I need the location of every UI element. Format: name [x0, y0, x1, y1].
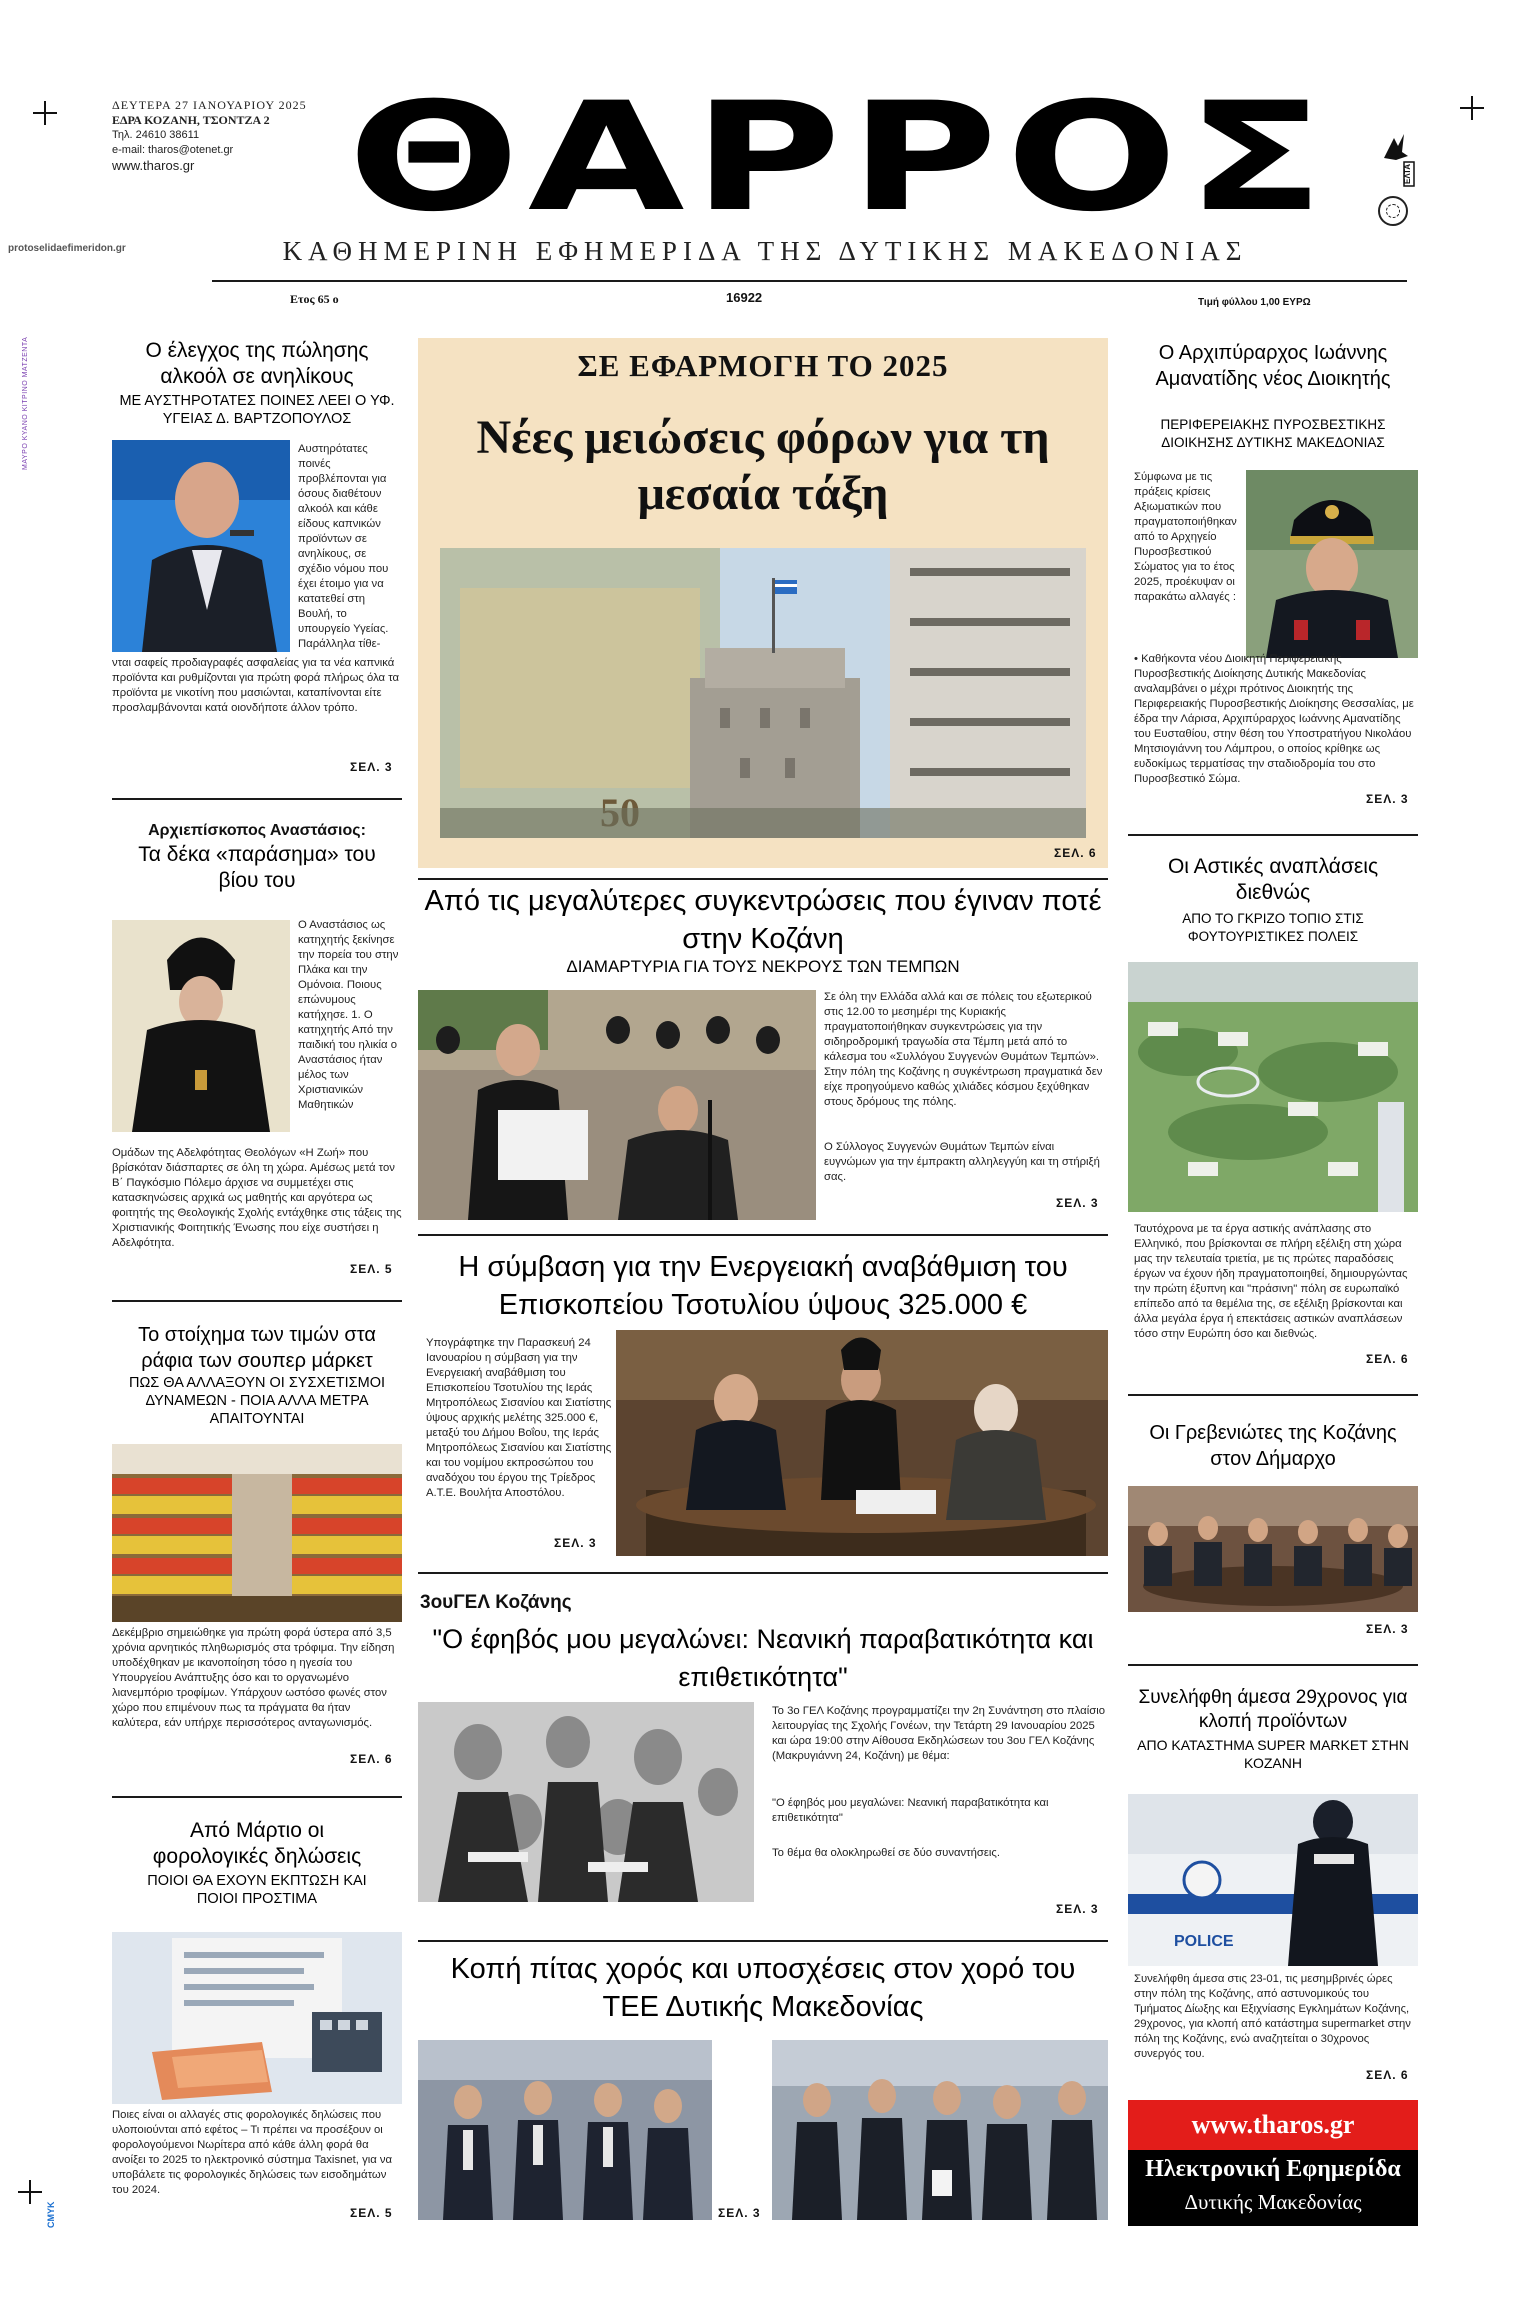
left-s3-photo [112, 1444, 402, 1622]
right-s4-photo [1128, 1794, 1418, 1966]
left-s3-body: Δεκέμβριο σημειώθηκε για πρώτη φορά ύστερα από 3,5 χρόνια αρνητικός πληθωρισμός στα τρόφιμα. Την είδηση υποδέχθηκαν με ικανοποίηση τόσο η ηγεσία του Υπουργείου Ανάπτυξης όσο και το οργανωμένο λιανεμπόριο τροφίμων. Υπάρχουν ωστόσο φωνές στον χώρο που επιμένουν πως τα πράγματα θα ήταν καλύτερα, εάν υπήρχε περισσότερος ανταγωνισμός. [112, 1627, 395, 1729]
right-s1-page-ref[interactable]: ΣΕΛ. 3 [1366, 792, 1409, 806]
address: ΕΔΡΑ ΚΟΖΑΝΗ, ΤΣΟΝΤΖΑ 2 [112, 113, 270, 127]
right-s4-title[interactable]: Συνελήφθη άμεσα 29χρονος για κλοπή προϊόντων [1138, 1687, 1408, 1732]
center-s5-page-ref[interactable]: ΣΕΛ. 3 [718, 2206, 761, 2220]
left-s1-sub: ΜΕ ΑΥΣΤΗΡΟΤΑΤΕΣ ΠΟΙΝΕΣ ΛΕΕΙ Ο ΥΦ. ΥΓΕΙΑΣ Δ. ΒΑΡΤΖΟΠΟΥΛΟΣ [119, 393, 395, 427]
price-label: Τιμή φύλλου 1,00 ΕΥΡΩ [1198, 297, 1311, 308]
left-s4-body: Ποιες είναι οι αλλαγές στις φορολογικές δηλώσεις που υλοποιούνται από εφέτος – Τι πρέπει να προσέξουν οι φορολογούμενοι Νωρίτερα από κάθε άλλη φορά θα ανοίξει το 2025 το ηλεκτρονικό σύστημα Taxisnet, για να υποβάλετε τις φορολογικές δηλώσεις των εισοδημάτων του 2024. [112, 2109, 393, 2196]
postage-seal [1378, 196, 1408, 226]
center-s3-body: Υπογράφτηκε την Παρασκευή 24 Ιανουαρίου η σύμβαση για την Ενεργειακή αναβάθμιση του Επισκοπείου Τσοτυλίου της Ιεράς Μητροπόλεως Σισανίου και Σιατίστης ύψους αρχικής μελέτης 325.000 €, μεταξύ του Δήμου Βοΐου, της Ιεράς Μητροπόλεως Σισανίου και Σιατίστης και του νομίμου εκπροσώπου του αναδόχου του έργου της Τρίεδρος Α.Τ.Ε. Βουλήτα Αποστόλου. [426, 1337, 612, 1499]
police-car-label: POLICE [1174, 1933, 1234, 1950]
left-s4-page-ref[interactable]: ΣΕΛ. 5 [350, 2206, 393, 2220]
crop-mark-bottom-left [18, 2180, 42, 2204]
center-s2-sub: ΔΙΑΜΑΡΤΥΡΙΑ ΓΙΑ ΤΟΥΣ ΝΕΚΡΟΥΣ ΤΩΝ ΤΕΜΠΩΝ [566, 957, 960, 976]
cmyk-side-strip: ΜΑΥΡΟ ΚΥΑΝΟ ΚΙΤΡΙΝΟ ΜΑΤΖΕΝΤΑ [22, 336, 29, 470]
newspaper-tagline: ΚΑΘΗΜΕΡΙΝΗ ΕΦΗΜΕΡΙΔΑ ΤΗΣ ΔΥΤΙΚΗΣ ΜΑΚΕΔΟΝΙΑΣ [282, 236, 1248, 266]
email: e-mail: tharos@otenet.gr [112, 144, 234, 156]
center-s2-title[interactable]: Από τις μεγαλύτερες συγκεντρώσεις που έγιναν ποτέ στην Κοζάνη [424, 885, 1102, 955]
center-s4-kicker: 3ουΓΕΛ Κοζάνης [420, 1592, 572, 1613]
elta-stamp [1378, 128, 1416, 188]
right-s1-title[interactable]: Ο Αρχιπύραρχος Ιωάννης Αμανατίδης νέος Διοικητής [1155, 342, 1391, 390]
center-s5-title[interactable]: Κοπή πίτας χορός και υποσχέσεις στον χορό του ΤΕΕ Δυτικής Μακεδονίας [450, 1953, 1076, 2023]
newspaper-title: ΘΑΡΡΟΣ [347, 71, 1333, 245]
right-s1-body-side: Σύμφωνα με τις πράξεις κρίσεις Αξιωματικών που πραγματοποιήθηκαν από το Αρχηγείο Πυροσβεστικού Σώματος για το έτος 2025, προέκυψαν οι παρακάτω αλλαγές : [1134, 471, 1237, 603]
left-s2-body: Ομάδων της Αδελφότητας Θεολόγων «Η Ζωή» που βρίσκόταν διάσπαρτες σε όλη τη χώρα. Αμέσως μετά τον Β΄ Παγκόσμιο Πόλεμο άρχισε να συμμετέχει στις κατασκηνώσεις αρχικά ως μαθητής και αργότερα ως φοιτητής της Θεολογικής Σχολής εντάχθηκε στις τάξεις της Χριστιανικής Φοιτητικής Ένωσης που είχε συστήσει η Αδελφότητα. [112, 1147, 402, 1249]
feature-kicker: ΣΕ ΕΦΑΡΜΟΓΗ ΤΟ 2025 [577, 348, 949, 383]
left-s2-page-ref[interactable]: ΣΕΛ. 5 [350, 1262, 393, 1276]
watermark: protoselidaefimeridon.gr [8, 243, 126, 254]
elta-label: ΕΛΤΑ [1403, 163, 1412, 184]
center-s3-title[interactable]: Η σύμβαση για την Ενεργειακή αναβάθμιση του Επισκοπείου Τσοτυλίου ύψους 325.000 € [458, 1251, 1068, 1321]
center-rule-3 [418, 1572, 1108, 1574]
right-rule-3 [1128, 1664, 1418, 1666]
center-s4-page-ref[interactable]: ΣΕΛ. 3 [1056, 1902, 1099, 1916]
crop-mark-top-left [33, 101, 57, 125]
right-s3-photo [1128, 1486, 1418, 1612]
website-banner-line2: Δυτικής Μακεδονίας [1184, 2190, 1362, 2214]
left-s3-page-ref[interactable]: ΣΕΛ. 6 [350, 1752, 393, 1766]
website[interactable]: www.tharos.gr [112, 158, 195, 173]
center-rule-1 [418, 878, 1108, 880]
center-s2-page-ref[interactable]: ΣΕΛ. 3 [1056, 1196, 1099, 1210]
feature-title[interactable]: Νέες μειώσεις φόρων για τη μεσαία τάξη [476, 411, 1050, 520]
left-s1-body-side: Αυστηρότατες ποινές προβλέπονται για όσους διαθέτουν αλκοόλ και κάθε είδους καπνικών προϊόντων σε ανηλίκους, σε σχέδιο νόμου που έχει έτοιμο για να κατατεθεί στη Βουλή, το υπουργείο Υγείας. Παράλληλα τίθε- [298, 443, 389, 650]
website-banner-line1: Ηλεκτρονική Εφημερίδα [1145, 2156, 1401, 2182]
center-rule-2 [418, 1234, 1108, 1236]
masthead-rule [212, 280, 1407, 282]
left-rule-3 [112, 1796, 402, 1798]
center-s2-body1: Σε όλη την Ελλάδα αλλά και σε πόλεις του εξωτερικού στις 12.00 το μεσημέρι της Κυριακής πραγματοποιήθηκαν συγκεντρώσεις για την σιδηροδρομική τραγωδία στα Τέμπη μετά από το κάλεσμα του «Συλλόγου Συγγενών Θυμάτων Τεμπών». Στην πόλη της Κοζάνης η συγκέντρωση πραγματικά δεν είχε προηγούμενο καθώς χιλιάδες κόσμου ξεχύθηκαν στους δρόμους της πόλης. [824, 991, 1103, 1108]
left-s2-kicker: Αρχιεπίσκοπος Αναστάσιος: [148, 822, 366, 839]
center-s5-photo-left [418, 2040, 712, 2220]
left-s1-title[interactable]: Ο έλεγχος της πώλησης αλκοόλ σε ανηλίκους [145, 339, 369, 388]
cmyk-bottom-mark: CMYK [46, 2201, 56, 2228]
left-s2-photo [112, 920, 290, 1132]
center-rule-4 [418, 1940, 1108, 1942]
year-label: Ετος 65 ο [290, 292, 339, 306]
center-s4-body1: Το 3ο ΓΕΛ Κοζάνης προγραμματίζει την 2η Συνάντηση στο πλαίσιο λειτουργίας της Σχολής Γονέων, την Τετάρτη 29 Ιανουαρίου 2025 και ώρα 19:00 στην Αίθουσα Εκδηλώσεων του 3ου ΓΕΛ Κοζάνης (Μακρυγιάννη 24, Κοζάνη) με θέμα: [772, 1705, 1105, 1762]
left-s3-title[interactable]: Το στοίχημα των τιμών στα ράφια των σουπερ μάρκετ [138, 1324, 376, 1372]
left-s4-title[interactable]: Από Μάρτιο οι φορολογικές δηλώσεις [152, 1819, 362, 1868]
right-s1-photo [1246, 470, 1418, 658]
left-s1-photo [112, 440, 290, 652]
left-rule-2 [112, 1300, 402, 1302]
website-banner-url[interactable]: www.tharos.gr [1128, 2100, 1418, 2150]
right-s4-sub: ΑΠΟ ΚΑΤΑΣΤΗΜΑ SUPER MARKET ΣΤΗΝ ΚΟΖΑΝΗ [1137, 1737, 1409, 1771]
feature-page-ref[interactable]: ΣΕΛ. 6 [1054, 846, 1097, 860]
center-s3-page-ref[interactable]: ΣΕΛ. 3 [554, 1536, 597, 1550]
right-s4-body: Συνελήφθη άμεσα στις 23-01, τις μεσημβρινές ώρες στην πόλη της Κοζάνης, από αστυνομικούς του Τμήματος Δίωξης και Εξιχνίασης Εγκλημάτων Κοζάνης, 29χρονος, για κλοπή από κατάστημα supermarket στην πόλη της Κοζάνης, ενώ αναζητείται ο 30χρονος συνεργός του. [1134, 1973, 1411, 2060]
right-s3-title[interactable]: Οι Γρεβενιώτες της Κοζάνης στον Δήμαρχο [1149, 1422, 1397, 1470]
left-s4-photo [112, 1932, 402, 2104]
right-s1-body: • Καθήκοντα νέου Διοικητή Περιφερειακής Πυροσβεστικής Διοίκησης Δυτικής Μακεδονίας αναλαμβάνει ο μέχρι πρότινος Διοικητής της Περιφερειακής Πυροσβεστικής Διοίκησης Θεσσαλίας, με έδρα την Λάρισα, Αρχιπύραρχος Ιωάννης Αμανατίδης του Ευσταθίου, στην θέση του Υποστρατήγου Νικολάου Μητσιογιάννη του Λάμπρου, ο οποίος κρίθηκε ως ευδοκίμως τερματίσας την σταδιοδρομία του στο Πυροσβεστικό Σώμα. [1134, 653, 1414, 785]
right-s4-page-ref[interactable]: ΣΕΛ. 6 [1366, 2068, 1409, 2082]
center-s4-body2: "Ο έφηβός μου μεγαλώνει: Νεανική παραβατικότητα και επιθετικότητα" [772, 1797, 1049, 1824]
left-s1-page-ref[interactable]: ΣΕΛ. 3 [350, 760, 393, 774]
right-s3-page-ref[interactable]: ΣΕΛ. 3 [1366, 1622, 1409, 1636]
left-s4-sub: ΠΟΙΟΙ ΘΑ ΕΧΟΥΝ ΕΚΠΤΩΣΗ ΚΑΙ ΠΟΙΟΙ ΠΡΟΣΤΙΜΑ [147, 1873, 367, 1907]
crop-mark-top-right [1460, 96, 1484, 120]
center-s2-body2: Ο Σύλλογος Συγγενών Θυμάτων Τεμπών είναι ευγνώμων για την έμπρακτη αλληλεγγύη και τη στήριξή σας. [824, 1141, 1100, 1183]
left-s2-body-side: Ο Αναστάσιος ως κατηχητής ξεκίνησε την πορεία του στην Πλάκα και την Ομόνοια. Ποιους επώνυμους κατήχησε. 1. Ο κατηχητής Από την παιδική του ηλικία ο Αναστάσιος ήταν μέλος των Χριστιανικών Μαθητικών [298, 919, 399, 1111]
center-s3-photo [616, 1330, 1108, 1556]
issue-date: ΔΕΥΤΕΡΑ 27 ΙΑΝΟΥΑΡΙΟΥ 2025 [112, 98, 307, 112]
right-s2-sub: ΑΠΟ ΤΟ ΓΚΡΙΖΟ ΤΟΠΙΟ ΣΤΙΣ ΦΟΥΤΟΥΡΙΣΤΙΚΕΣ ΠΟΛΕΙΣ [1182, 911, 1364, 944]
feature-box [418, 338, 1108, 868]
right-rule-1 [1128, 834, 1418, 836]
website-banner[interactable] [1128, 2100, 1418, 2226]
center-s4-body3: Το θέμα θα ολοκληρωθεί σε δύο συναντήσεις. [772, 1847, 1001, 1859]
left-s1-body: νται σαφείς προδιαγραφές ασφαλείας για τα νέα καπνικά προϊόντα και ρυθμίζονται για πρώτη φορά πλήρως όλα τα προϊόντα με νικοτίνη που μασιώνται, καταπίνονται είτε προσλαμβάνονται κατά οιονδήποτε άλλον τρόπο. [112, 657, 400, 714]
center-s4-photo [418, 1702, 754, 1902]
right-s2-photo [1128, 962, 1418, 1212]
right-s2-page-ref[interactable]: ΣΕΛ. 6 [1366, 1352, 1409, 1366]
right-s2-title[interactable]: Οι Αστικές αναπλάσεις διεθνώς [1167, 855, 1379, 904]
right-rule-2 [1128, 1394, 1418, 1396]
right-s2-body: Ταυτόχρονα με τα έργα αστικής ανάπλασης στο Ελληνικό, που βρίσκονται σε πλήρη εξέλιξη στη χώρα μας την τελευταία τριετία, με τις πρώτες παραδόσεις έργων να έχουν ήδη πραγματοποιηθεί, δημιουργώντας την πρώτη έξυπνη και "πράσινη" πόλη σε ευρωπαϊκό επίπεδο από τα θεμέλια της, σε εξέλιξη βρίσκονται και άλλα μεγάλα έργα ή επεκτάσεις αστικών αναπλάσεων τόσο στην Ευρώπη όσο και διεθνώς. [1134, 1223, 1408, 1340]
right-s1-sub: ΠΕΡΙΦΕΡΕΙΑΚΗΣ ΠΥΡΟΣΒΕΣΤΙΚΗΣ ΔΙΟΙΚΗΣΗΣ ΔΥΤΙΚΗΣ ΜΑΚΕΔΟΝΙΑΣ [1160, 417, 1386, 450]
feature-photo [440, 548, 1086, 838]
center-s2-photo [418, 990, 816, 1220]
issue-number: 16922 [726, 290, 763, 305]
center-s5-photo-right [772, 2040, 1108, 2220]
left-s3-sub: ΠΩΣ ΘΑ ΑΛΛΑΞΟΥΝ ΟΙ ΣΥΣΧΕΤΙΣΜΟΙ ΔΥΝΑΜΕΩΝ - ΠΟΙΑ ΑΛΛΑ ΜΕΤΡΑ ΑΠΑΙΤΟΥΝΤΑΙ [128, 1375, 386, 1427]
phone: Τηλ. 24610 38611 [112, 129, 200, 141]
left-s2-title[interactable]: Τα δέκα «παράσημα» του βίου του [138, 843, 376, 892]
left-rule-1 [112, 798, 402, 800]
center-s4-title[interactable]: "Ο έφηβός μου μεγαλώνει: Νεανική παραβατικότητα και επιθετικότητα" [432, 1624, 1094, 1692]
